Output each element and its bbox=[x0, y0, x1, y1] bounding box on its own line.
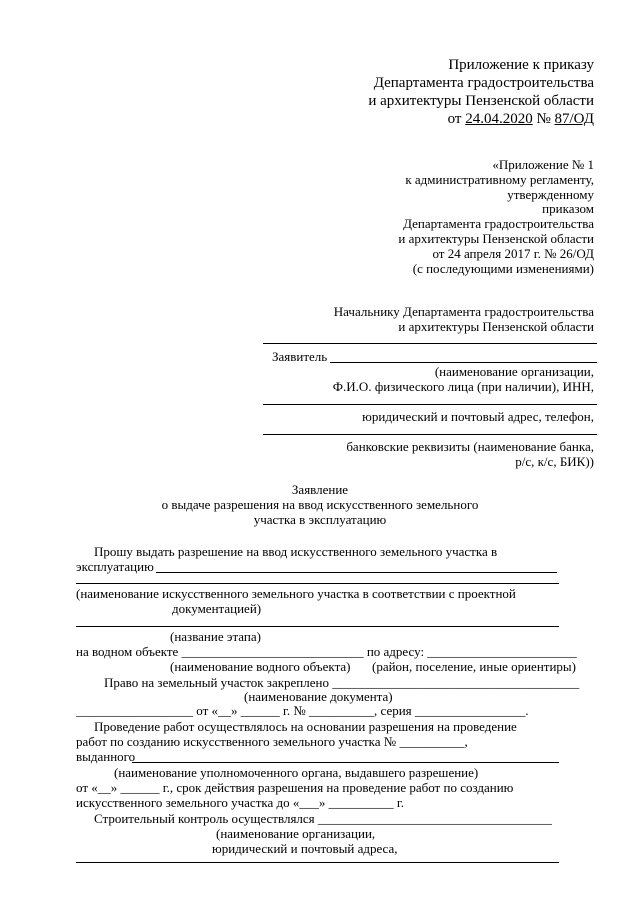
stage-line bbox=[76, 626, 559, 627]
permit-line-5: искусственного земельного участка до «___» __________ г. bbox=[76, 795, 404, 810]
object-name-line bbox=[76, 583, 559, 584]
organization-field-line bbox=[76, 862, 559, 863]
applicant-hint-3: юридический и почтовый адрес, телефон, bbox=[362, 409, 594, 424]
order-date: 24.04.2020 bbox=[465, 111, 533, 127]
document-details-line: __________________ от «__» ______ г. № __________, серия _________________. bbox=[76, 703, 529, 718]
order-date-prefix: от bbox=[447, 111, 462, 127]
applicant-blank-line-2 bbox=[263, 404, 597, 405]
document-subtitle-1: о выдаче разрешения на ввод искусственного земельного bbox=[161, 497, 479, 512]
water-object-line: на водном объекте ____________________________ по адресу: _______________________ bbox=[76, 644, 577, 659]
water-object-hint: (наименование водного объекта) bbox=[170, 659, 351, 674]
document-subtitle-2: участка в эксплуатацию bbox=[253, 512, 387, 527]
addressee-blank-line-1 bbox=[263, 343, 597, 344]
addressee-line2: и архитектуры Пензенской области bbox=[398, 319, 594, 334]
request-line-1: Прошу выдать разрешение на ввод искусственного земельного участка в bbox=[94, 544, 498, 559]
authority-hint: (наименование уполномоченного органа, выдавшего разрешение) bbox=[114, 765, 479, 780]
permit-line-3: выданного bbox=[76, 749, 136, 764]
order-header-line1: Приложение к приказу bbox=[448, 57, 594, 73]
appendix-line-1: «Приложение № 1 bbox=[492, 157, 594, 172]
order-header-line2: Департамента градостроительства bbox=[373, 75, 594, 91]
applicant-field-line bbox=[330, 362, 597, 363]
appendix-line-4: приказом bbox=[542, 201, 594, 216]
organization-hint-2: юридический и почтовый адреса, bbox=[212, 841, 398, 856]
organization-hint-1: (наименование организации, bbox=[216, 826, 376, 841]
appendix-line-2: к административному регламенту, bbox=[405, 172, 594, 187]
appendix-line-7: от 24 апреля 2017 г. № 26/ОД bbox=[432, 246, 594, 261]
construction-control-line: Строительный контроль осуществлялся ____________________________________ bbox=[94, 811, 552, 826]
document-name-hint: (наименование документа) bbox=[244, 689, 393, 704]
order-date-line bbox=[448, 112, 594, 127]
applicant-hint-1: (наименование организации, bbox=[434, 364, 594, 379]
order-header-line3: и архитектуры Пензенской области bbox=[368, 93, 594, 109]
applicant-blank-line-3 bbox=[263, 434, 597, 435]
applicant-hint-2: Ф.И.О. физического лица (при наличии), ИНН, bbox=[332, 379, 594, 394]
order-number: 87/ОД bbox=[554, 111, 594, 127]
addressee-line1: Начальнику Департамента градостроительства bbox=[333, 304, 594, 319]
permit-line-4: от «__» ______ г., срок действия разрешения на проведение работ по созданию bbox=[76, 780, 514, 795]
object-name-hint-1: (наименование искусственного земельного участка в соответствии с проектной bbox=[76, 586, 516, 601]
permit-line-2: работ по созданию искусственного земельного участка № __________, bbox=[76, 734, 468, 749]
document-title: Заявление bbox=[291, 482, 349, 497]
request-field-line bbox=[156, 572, 557, 573]
applicant-label: Заявитель bbox=[272, 349, 328, 364]
land-right-line: Право на земельный участок закреплено ______________________________________ bbox=[104, 675, 580, 690]
permit-line-1: Проведение работ осуществлялось на основании разрешения на проведение bbox=[94, 719, 517, 734]
applicant-hint-5: р/с, к/с, БИК)) bbox=[515, 454, 594, 469]
object-name-hint-2: документацией) bbox=[172, 601, 262, 616]
appendix-line-6: и архитектуры Пензенской области bbox=[398, 231, 594, 246]
applicant-hint-4: банковские реквизиты (наименование банка, bbox=[346, 439, 594, 454]
address-hint: (район, поселение, иные ориентиры) bbox=[372, 659, 576, 674]
issued-by-field-line bbox=[132, 762, 559, 763]
order-number-sign: № bbox=[536, 111, 551, 127]
stage-hint: (название этапа) bbox=[170, 629, 261, 644]
request-line-2: эксплуатацию bbox=[76, 559, 154, 574]
appendix-line-8: (с последующими изменениями) bbox=[412, 261, 594, 276]
appendix-line-3: утвержденному bbox=[507, 187, 594, 202]
appendix-line-5: Департамента градостроительства bbox=[403, 216, 594, 231]
